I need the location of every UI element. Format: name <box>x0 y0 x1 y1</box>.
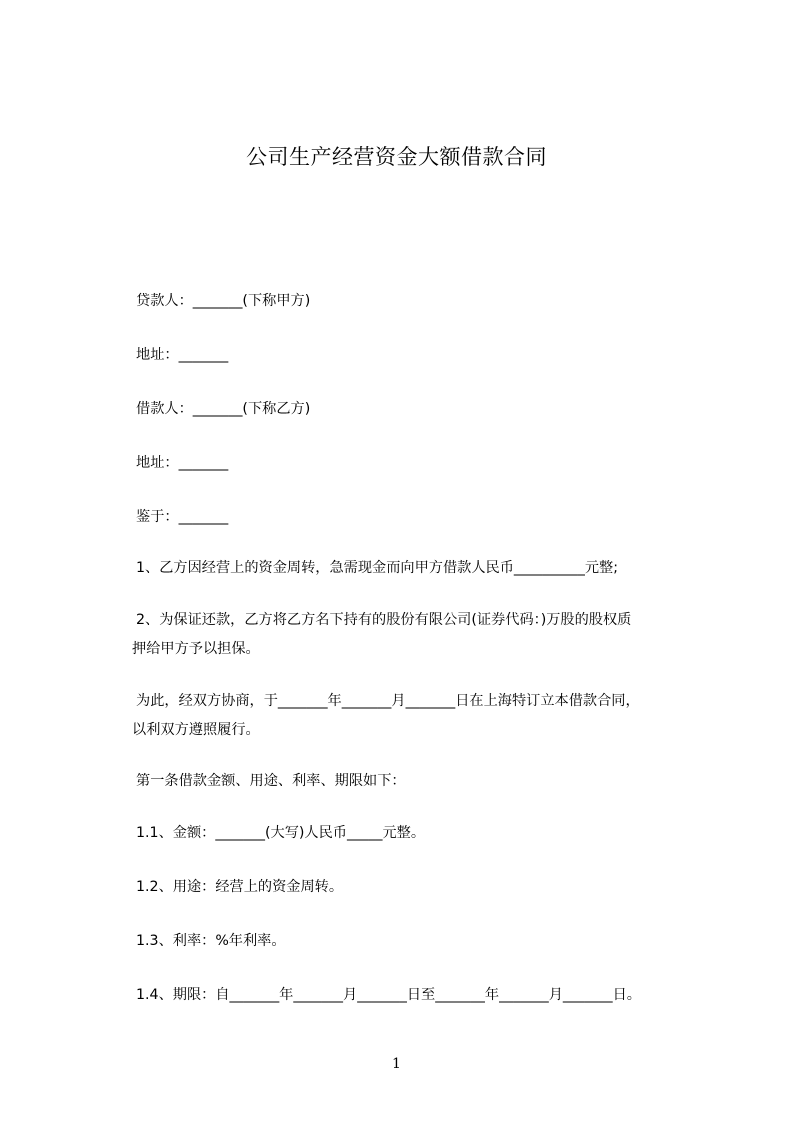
clause-1: 1、乙方因经营上的资金周转，急需现金而向甲方借款人民币__________元整; <box>136 560 618 576</box>
article-1-heading: 第一条借款金额、用途、利率、期限如下： <box>136 773 406 789</box>
item-1-3-interest-rate: 1.3、利率：%年利率。 <box>136 933 286 949</box>
clause-2-line-1: 2、为保证还款，乙方将乙方名下持有的股份有限公司(证券代码：)万股的股权质 <box>136 612 632 628</box>
agreement-line-2: 以利双方遵照履行。 <box>132 722 260 738</box>
item-1-2-purpose: 1.2、用途：经营上的资金周转。 <box>136 879 344 895</box>
clause-2 <box>132 606 696 664</box>
lender-line: 贷款人：_______(下称甲方) <box>136 293 311 309</box>
agreement-line-1: 为此，经双方协商，于_______年_______月_______日在上海特订立本借款合同， <box>136 693 640 709</box>
whereas-line: 鉴于：_______ <box>136 509 229 525</box>
clause-2-line-2: 押给甲方予以担保。 <box>132 641 260 657</box>
item-1-1-amount: 1.1、金额：_______(大写)人民币_____元整。 <box>136 825 426 841</box>
document-title: 公司生产经营资金大额借款合同 <box>246 145 547 169</box>
borrower-line: 借款人：_______(下称乙方) <box>136 401 311 417</box>
item-1-4-term: 1.4、期限：自_______年_______月_______日至_______年_______月_______日。 <box>136 987 641 1003</box>
borrower-address-line: 地址：_______ <box>136 455 229 471</box>
agreement-paragraph <box>132 687 696 745</box>
page-number: 1 <box>392 1056 401 1072</box>
lender-address-line: 地址：_______ <box>136 347 229 363</box>
